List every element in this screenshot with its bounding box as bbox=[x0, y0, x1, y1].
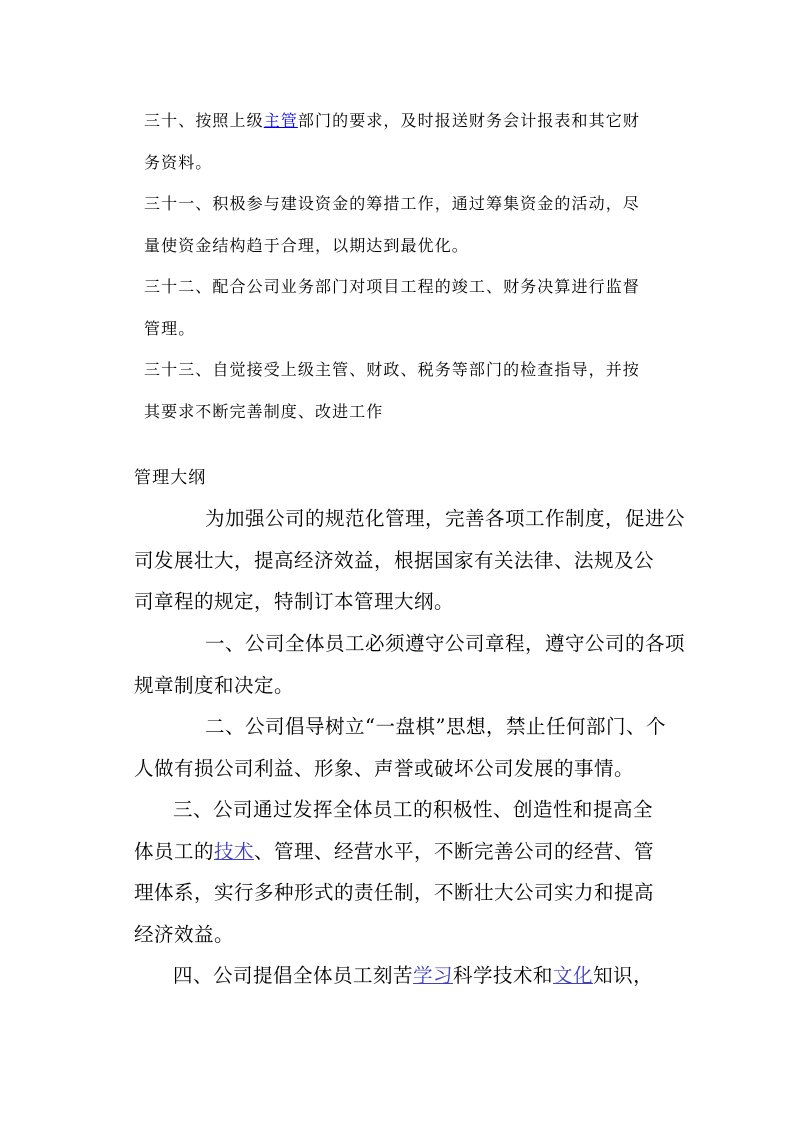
link-xuexi[interactable]: 学习 bbox=[413, 964, 454, 987]
list-number: 三十三、 bbox=[144, 360, 213, 379]
list-item-30 bbox=[144, 108, 640, 131]
link-jishu[interactable]: 技术 bbox=[214, 840, 255, 863]
outline-item-3-line-3: 理体系，实行多种形式的责任制，不断壮大公司实力和提高 bbox=[134, 881, 655, 904]
section-heading: 管理大纲 bbox=[134, 468, 207, 488]
list-text: 按照上级 bbox=[195, 111, 264, 130]
list-number: 三十一、 bbox=[144, 194, 213, 213]
outline-item-1-line-1: 一、公司全体员工必须遵守公司章程，遵守公司的各项 bbox=[205, 632, 686, 655]
outline-item-2-line-2: 人做有损公司利益、形象、声誉或破坏公司发展的事情。 bbox=[134, 757, 635, 780]
list-item-31-cont: 量使资金结构趋于合理，以期达到最优化。 bbox=[144, 236, 469, 255]
list-item-32 bbox=[144, 274, 640, 297]
outline-item-3-line-4: 经济效益。 bbox=[134, 923, 235, 946]
list-text: 自觉接受上级主管、财政、税务等部门的检查指导，并按 bbox=[212, 360, 640, 379]
list-item-31 bbox=[144, 191, 640, 214]
intro-line-1: 为加强公司的规范化管理，完善各项工作制度，促进公 bbox=[205, 507, 686, 530]
outline-item-3-line-2 bbox=[134, 836, 654, 864]
outline-item-3-line-1: 三、公司通过发挥全体员工的积极性、创造性和提高全 bbox=[173, 798, 654, 821]
list-item-32-cont: 管理。 bbox=[144, 319, 196, 338]
outline-item-1-line-2: 规章制度和决定。 bbox=[134, 674, 295, 697]
list-text: 积极参与建设资金的筹措工作，通过筹集资金的活动，尽 bbox=[212, 194, 640, 213]
intro-line-3: 司章程的规定，特制订本管理大纲。 bbox=[134, 590, 455, 613]
list-item-30-cont: 务资料。 bbox=[144, 153, 213, 172]
list-number: 三十、 bbox=[144, 111, 196, 130]
link-zhuguan[interactable]: 主管 bbox=[263, 111, 298, 130]
list-text: 配合公司业务部门对项目工程的竣工、财务决算进行监督 bbox=[212, 277, 640, 296]
outline-item-2-line-1: 二、公司倡导树立“一盘棋”思想，禁止任何部门、个 bbox=[205, 715, 666, 738]
text-run: 知识， bbox=[593, 964, 654, 987]
list-text: 部门的要求，及时报送财务会计报表和其它财 bbox=[297, 111, 640, 130]
text-run: 科学技术和 bbox=[453, 964, 554, 987]
list-item-33 bbox=[144, 357, 640, 380]
link-wenhua[interactable]: 文化 bbox=[553, 964, 594, 987]
text-run: 四、公司提倡全体员工刻苦 bbox=[173, 964, 414, 987]
text-run: 、管理、经营水平，不断完善公司的经营、管 bbox=[254, 840, 655, 863]
outline-item-4-line-1 bbox=[173, 960, 653, 988]
text-run: 体员工的 bbox=[134, 840, 215, 863]
list-number: 三十二、 bbox=[144, 277, 213, 296]
intro-line-2: 司发展壮大，提高经济效益，根据国家有关法律、法规及公 bbox=[134, 549, 655, 572]
list-item-33-cont: 其要求不断完善制度、改进工作 bbox=[144, 402, 384, 421]
